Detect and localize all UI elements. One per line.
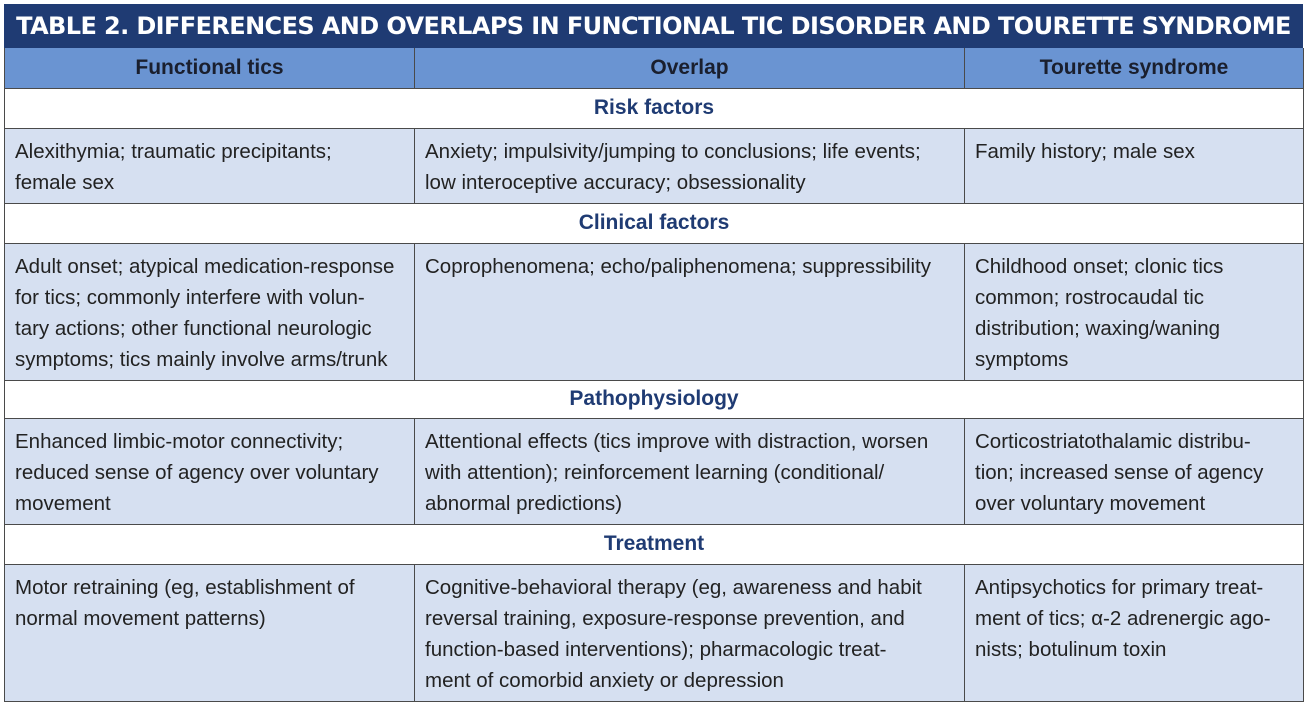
tourette-syndrome-cell [965, 128, 1304, 203]
cell-line: common; rostrocaudal tic [975, 285, 1205, 309]
overlap-cell [415, 418, 965, 524]
cell-line: abnormal predictions) [425, 491, 623, 515]
table-figure [4, 4, 1303, 690]
cell-line: normal movement patterns) [15, 606, 266, 630]
tourette-syndrome-cell [965, 418, 1304, 524]
cell-line: reduced sense of agency over voluntary [15, 460, 379, 484]
cell-line: Attentional effects (tics improve with distraction, worsen [425, 429, 929, 453]
table-row [5, 418, 1304, 524]
section-heading: Pathophysiology [5, 380, 1304, 418]
cell-line: Motor retraining (eg, establishment of [15, 575, 355, 599]
cell-line: Adult onset; atypical medication-response [15, 254, 395, 278]
functional-tics-cell [5, 418, 415, 524]
functional-tics-cell [5, 564, 415, 701]
cell-line: Corticostriatothalamic distribu- [975, 429, 1251, 453]
cell-line: Coprophenomena; echo/paliphenomena; suppressibility [425, 254, 931, 278]
cell-line: function-based interventions); pharmacologic treat- [425, 637, 887, 661]
overlap-cell [415, 243, 965, 380]
cell-line: Antipsychotics for primary treat- [975, 575, 1264, 599]
functional-tics-cell [5, 128, 415, 203]
column-header-functional-tics: Functional tics [5, 48, 415, 88]
cell-line: symptoms; tics mainly involve arms/trunk [15, 347, 388, 371]
tourette-syndrome-cell [965, 243, 1304, 380]
cell-line: ment of comorbid anxiety or depression [425, 668, 784, 692]
section-heading: Treatment [5, 524, 1304, 564]
overlap-cell [415, 564, 965, 701]
cell-line: with attention); reinforcement learning (conditional/ [425, 460, 885, 484]
comparison-table [4, 48, 1304, 702]
overlap-cell [415, 128, 965, 203]
header-row [5, 48, 1304, 88]
cell-line: symptoms [975, 347, 1069, 371]
cell-line: Family history; male sex [975, 139, 1195, 163]
section-row-pathophysiology [5, 380, 1304, 418]
section-row-risk-factors [5, 88, 1304, 128]
cell-line: tion; increased sense of agency [975, 460, 1264, 484]
table-title: TABLE 2. DIFFERENCES AND OVERLAPS IN FUNCTIONAL TIC DISORDER AND TOURETTE SYNDROME [4, 4, 1303, 48]
cell-line: distribution; waxing/waning [975, 316, 1220, 340]
cell-line: low interoceptive accuracy; obsessionality [425, 170, 806, 194]
cell-line: Childhood onset; clonic tics [975, 254, 1224, 278]
table-row [5, 243, 1304, 380]
cell-line: for tics; commonly interfere with volun- [15, 285, 365, 309]
tourette-syndrome-cell [965, 564, 1304, 701]
section-heading: Risk factors [5, 88, 1304, 128]
cell-line: Anxiety; impulsivity/jumping to conclusions; life events; [425, 139, 921, 163]
cell-line: movement [15, 491, 111, 515]
functional-tics-cell [5, 243, 415, 380]
section-heading: Clinical factors [5, 203, 1304, 243]
column-header-tourette-syndrome: Tourette syndrome [965, 48, 1304, 88]
section-row-treatment [5, 524, 1304, 564]
column-header-overlap: Overlap [415, 48, 965, 88]
cell-line: tary actions; other functional neurologic [15, 316, 372, 340]
cell-line: Cognitive-behavioral therapy (eg, awareness and habit [425, 575, 922, 599]
table-row [5, 128, 1304, 203]
cell-line: Enhanced limbic-motor connectivity; [15, 429, 344, 453]
cell-line: nists; botulinum toxin [975, 637, 1167, 661]
cell-line: female sex [15, 170, 115, 194]
cell-line: ment of tics; α-2 adrenergic ago- [975, 606, 1271, 630]
cell-line: reversal training, exposure-response prevention, and [425, 606, 905, 630]
section-row-clinical-factors [5, 203, 1304, 243]
table-row [5, 564, 1304, 701]
cell-line: Alexithymia; traumatic precipitants; [15, 139, 332, 163]
cell-line: over voluntary movement [975, 491, 1206, 515]
